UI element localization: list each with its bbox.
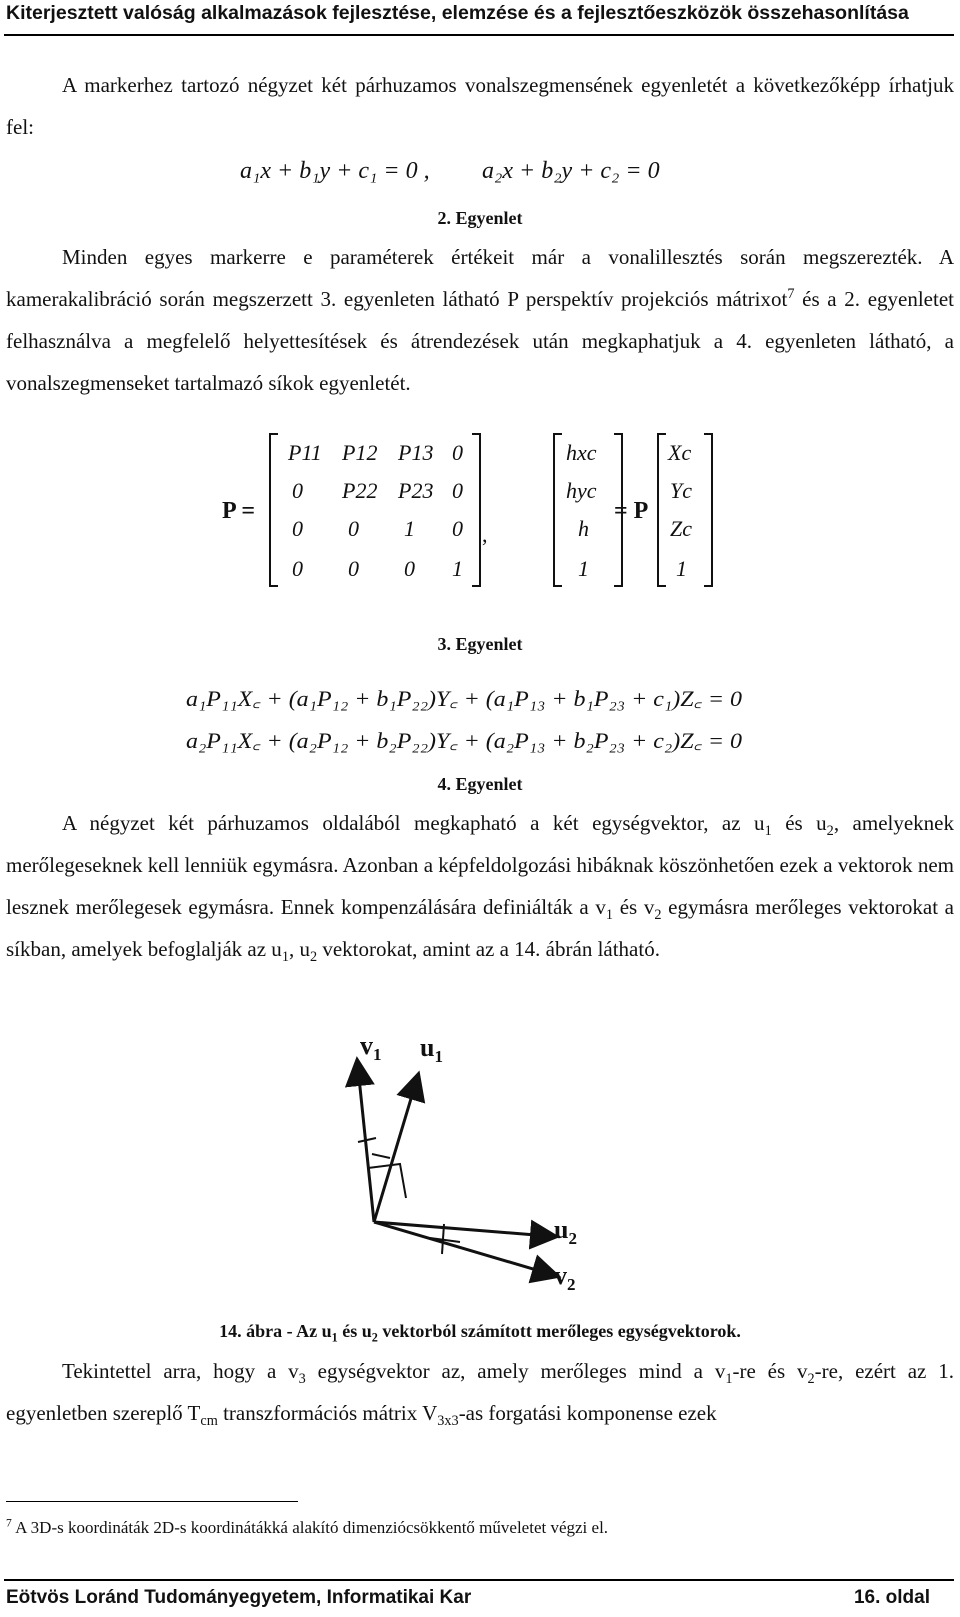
page-number: 16. oldal	[853, 1587, 930, 1608]
paragraph-4: Tekintettel arra, hogy a $v_3$ egységvektor az, amely merőleges mind a $v_1-re$ és $v_2-re$, ezért az 1. egyenletben szereplő $T_{cm}$ transzformációs mátrix $V_{3x3}-as$ forgatási komponense ezek	[6, 1359, 954, 1430]
caption-eq2: 2. Egyenlet	[437, 208, 523, 228]
u1-vector	[374, 1082, 416, 1222]
paragraph-3: A négyzet két párhuzamos oldalából megkapható a két egységvektor, az $u_1$ és $u_2$, amelyeknek merőlegeseknek kell lenniük egymásra. Azonban a képfeldolgozási hibáknak köszönhetően ezek a vektorok nem lesznek merőlegesek egymásra. Ennek kompenzálására definiálták a $v_1$ és $v_2$ egymásra merőleges vektorokat a síkban, amelyek befoglalják az $u_1$, $u_2$ vektorokat, amint az a 14. ábrán látható.	[6, 811, 955, 966]
matrix-cell: 0	[348, 556, 359, 581]
footnote: $^7$ A 3D-s koordináták 2D-s koordinátákká alakító dimenziócsökkentő műveletet végzi el.	[6, 1516, 609, 1537]
matrix-cell: P23	[398, 478, 434, 503]
vector-cell: 1	[676, 556, 687, 581]
tick-mark	[372, 1154, 390, 1158]
v1-vector	[358, 1068, 374, 1222]
equation-2-right: a₂x + b₂y + c₂ = 0	[482, 158, 660, 184]
vector-cell: h	[578, 516, 589, 541]
p-matrix-label: P =	[222, 498, 256, 524]
footer-rule	[4, 1579, 954, 1581]
equation-4	[186, 678, 756, 758]
caption-eq3: 3. Egyenlet	[437, 634, 523, 654]
label-v1: $v_1$	[360, 1031, 382, 1064]
vector-cell: Zc	[670, 516, 692, 541]
matrix-cell: 0	[452, 478, 463, 503]
vector-cell: hxc	[566, 440, 597, 465]
p-matrix-cells	[287, 440, 463, 581]
matrix-cell: 1	[452, 556, 463, 581]
matrix-cell: P13	[398, 440, 434, 465]
matrix-cell: P22	[342, 478, 378, 503]
equation-4-line-1: a₁P₁₁X꜀ + (a₁P₁₂ + b₁P₂₂)Y꜀ + (a₁P₁₃ + b₁P₂₃ + c₁)Z꜀ = 0	[186, 686, 742, 711]
matrix-cell: 0	[452, 440, 463, 465]
figure-14	[340, 1026, 610, 1306]
footnote-rule	[6, 1501, 298, 1502]
caption-figure-14: 14. ábra - Az $u_1$ és $u_2$ vektorból számított merőleges egységvektorok.	[219, 1321, 741, 1345]
matrix-cell: 0	[292, 516, 303, 541]
matrix-cell: 0	[292, 556, 303, 581]
equation-4-line-2: a₂P₁₁X꜀ + (a₂P₁₂ + b₂P₂₂)Y꜀ + (a₂P₁₃ + b₂P₂₃ + c₂)Z꜀ = 0	[186, 728, 742, 753]
matrix-cell: P12	[342, 440, 378, 465]
vector-cell: Xc	[668, 440, 692, 465]
page-header: Kiterjesztett valóság alkalmazások fejlesztése, elemzése és a fejlesztőeszközök összehasonlítása	[6, 2, 909, 24]
vector-cell: 1	[578, 556, 589, 581]
matrix-cell: 0	[452, 516, 463, 541]
header-rule	[4, 34, 954, 36]
vector-cell: Yc	[670, 478, 692, 503]
matrix-cell: P11	[288, 440, 322, 465]
label-u2: $u_2$	[554, 1215, 577, 1248]
label-u1: $u_1$	[420, 1033, 443, 1066]
vector-cell: hyc	[566, 478, 597, 503]
eq-p-label: = P	[614, 498, 649, 524]
svg-text:,: ,	[482, 522, 488, 547]
equation-3	[220, 430, 720, 590]
matrix-cell: 0	[348, 516, 359, 541]
equation-2-left: a₁x + b₁y + c₁ = 0 ,	[240, 158, 430, 184]
caption-eq4: 4. Egyenlet	[437, 774, 523, 794]
label-v2: $v_2$	[554, 1261, 576, 1294]
paragraph-1: A markerhez tartozó négyzet két párhuzamos vonalszegmensének egyenletét a következőképp írhatjuk fel:	[6, 73, 954, 139]
matrix-cell: 0	[292, 478, 303, 503]
footer-institution: Eötvös Loránd Tudományegyetem, Informatikai Kar	[6, 1587, 472, 1608]
matrix-cell: 1	[404, 516, 415, 541]
paragraph-2: Minden egyes markerre e paraméterek értékeit már a vonalillesztés során megszerezték. A kamerakalibráció során megszerzett 3. egyenleten látható P perspektív projekciós mátrixot$^7$ és a 2. egyenletet felhasználva a megfelelő helyettesítések és átrendezések után megkaphatjuk a 4. egyenleten látható, a vonalszegmenseket tartalmazó síkok egyenletét.	[6, 245, 954, 395]
matrix-cell: 0	[404, 556, 415, 581]
equation-2	[240, 150, 680, 190]
